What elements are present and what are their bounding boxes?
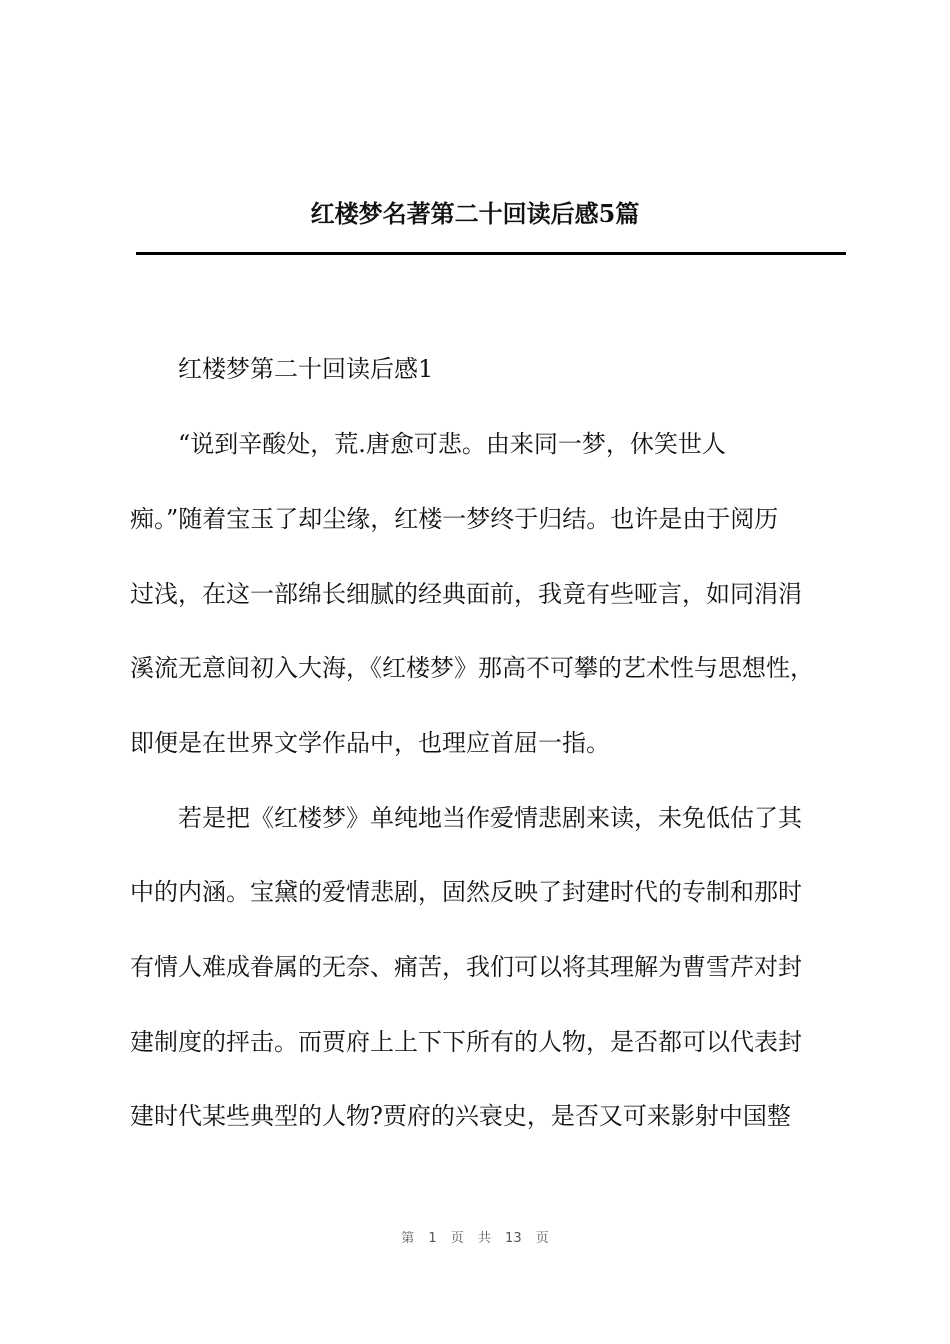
paragraph-line: 过浅，在这一部绵长细腻的经典面前，我竟有些哑言，如同涓涓 xyxy=(130,580,802,608)
paragraph-line: 建时代某些典型的人物?贾府的兴衰史，是否又可来影射中国整 xyxy=(130,1102,791,1130)
paragraph-line: 建制度的抨击。而贾府上上下下所有的人物，是否都可以代表封 xyxy=(130,1028,802,1056)
paragraph-line: 即便是在世界文学作品中，也理应首屈一指。 xyxy=(130,729,610,757)
paragraph-line: 溪流无意间初入大海，《红楼梦》那高不可攀的艺术性与思想性， xyxy=(130,654,814,682)
page-footer: 第 1 页 共 13 页 xyxy=(401,1231,549,1246)
section-heading: 红楼梦第二十回读后感1 xyxy=(178,355,434,383)
paragraph-line: 有情人难成眷属的无奈、痛苦，我们可以将其理解为曹雪芹对封 xyxy=(130,953,802,981)
document-title: 红楼梦名著第二十回读后感5篇 xyxy=(310,199,640,228)
paragraph-line: 若是把《红楼梦》单纯地当作爱情悲剧来读，未免低估了其 xyxy=(178,804,802,832)
paragraph-line: 痴。”随着宝玉了却尘缘，红楼一梦终于归结。也许是由于阅历 xyxy=(130,505,779,533)
paragraph-line: “说到辛酸处，荒.唐愈可悲。由来同一梦，休笑世人 xyxy=(178,430,726,458)
title-underline xyxy=(136,252,846,255)
paragraph-line: 中的内涵。宝黛的爱情悲剧，固然反映了封建时代的专制和那时 xyxy=(130,878,802,906)
